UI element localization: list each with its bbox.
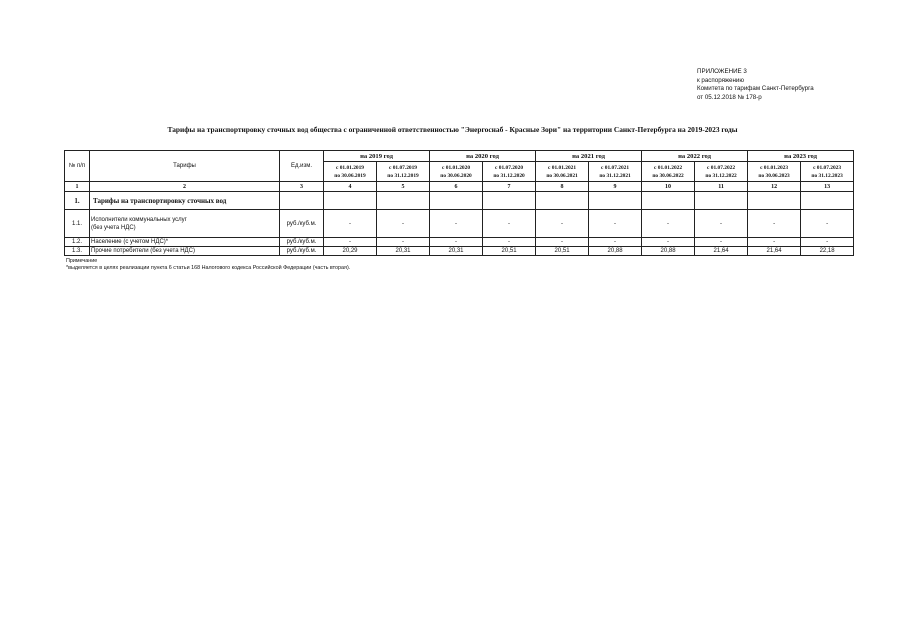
period-cell: с 01.07.2023 по 31.12.2023 — [801, 162, 854, 182]
appendix-line-2: к распоряжению — [697, 76, 745, 84]
note-heading: Примечание — [66, 258, 98, 264]
period-cell: с 01.01.2021 по 30.06.2021 — [536, 162, 589, 182]
table-row — [65, 247, 854, 256]
tariffs-table — [64, 150, 854, 256]
row-value: - — [801, 238, 854, 247]
column-number: 13 — [801, 182, 854, 192]
row-value: - — [801, 210, 854, 238]
column-number: 5 — [377, 182, 430, 192]
section-row — [65, 192, 854, 210]
row-unit: руб./куб.м. — [280, 247, 324, 256]
row-value: - — [589, 210, 642, 238]
row-value: - — [642, 210, 695, 238]
row-value: 20,51 — [483, 247, 536, 256]
table-row — [65, 210, 854, 238]
row-value: - — [377, 238, 430, 247]
row-value: - — [483, 238, 536, 247]
row-num: 1.2. — [65, 238, 90, 247]
period-cell: с 01.07.2019 по 31.12.2019 — [377, 162, 430, 182]
footnote — [66, 258, 350, 272]
row-value: - — [536, 210, 589, 238]
row-value: - — [377, 210, 430, 238]
appendix-line-4: от 05.12.2018 № 178-р — [697, 93, 762, 101]
row-num: 1.1. — [65, 210, 90, 238]
column-number-row — [65, 182, 854, 192]
row-value: - — [695, 210, 748, 238]
row-value: - — [589, 238, 642, 247]
column-number: 2 — [90, 182, 280, 192]
header-unit: Ед.изм. — [280, 151, 324, 182]
period-cell: с 01.07.2022 по 31.12.2022 — [695, 162, 748, 182]
row-num: 1.3. — [65, 247, 90, 256]
row-value: 20,29 — [324, 247, 377, 256]
year-2019: на 2019 год — [324, 151, 430, 162]
row-value: - — [642, 238, 695, 247]
row-value: 20,31 — [430, 247, 483, 256]
header-tariffs: Тарифы — [90, 151, 280, 182]
column-number: 7 — [483, 182, 536, 192]
row-value: - — [483, 210, 536, 238]
note-text: *выделяется в целях реализации пункта 6 статьи 168 Налогового кодекса Российской Федерации (часть вторая). — [66, 265, 351, 271]
header-num: № п/п — [65, 151, 90, 182]
row-value: - — [324, 210, 377, 238]
row-value: - — [695, 238, 748, 247]
row-value: - — [536, 238, 589, 247]
row-unit: руб./куб.м. — [280, 238, 324, 247]
section-label: Тарифы на транспортировку сточных вод — [90, 192, 280, 210]
column-number: 1 — [65, 182, 90, 192]
year-2021: на 2021 год — [536, 151, 642, 162]
table-row — [65, 238, 854, 247]
column-number: 6 — [430, 182, 483, 192]
period-cell: с 01.07.2021 по 31.12.2021 — [589, 162, 642, 182]
period-cell: с 01.01.2020 по 30.06.2020 — [430, 162, 483, 182]
column-number: 4 — [324, 182, 377, 192]
row-unit: руб./куб.м. — [280, 210, 324, 238]
year-2022: на 2022 год — [642, 151, 748, 162]
period-cell: с 01.01.2019 по 30.06.2019 — [324, 162, 377, 182]
column-number: 8 — [536, 182, 589, 192]
year-2023: на 2023 год — [748, 151, 854, 162]
row-name: Исполнители коммунальных услуг (без учета НДС) — [90, 210, 280, 238]
document-title: Тарифы на транспортировку сточных вод общества с ограниченной ответственностью "Энергоснаб - Красные Зори" на территории Санкт-Петербурга на 2019-2023 годы — [167, 125, 738, 134]
row-value: 21,64 — [748, 247, 801, 256]
row-value: 20,31 — [377, 247, 430, 256]
row-value: 20,51 — [536, 247, 589, 256]
row-name: Прочие потребители (без учета НДС) — [90, 247, 280, 256]
column-number: 9 — [589, 182, 642, 192]
year-2020: на 2020 год — [430, 151, 536, 162]
appendix-line-1: ПРИЛОЖЕНИЕ 3 — [697, 68, 747, 75]
row-name: Население (с учетом НДС)* — [90, 238, 280, 247]
row-value: - — [324, 238, 377, 247]
appendix-block — [697, 68, 814, 102]
section-num: 1. — [65, 192, 90, 210]
row-value: - — [748, 238, 801, 247]
column-number: 10 — [642, 182, 695, 192]
column-number: 12 — [748, 182, 801, 192]
row-value: 20,88 — [642, 247, 695, 256]
row-value: 21,64 — [695, 247, 748, 256]
period-cell: с 01.01.2022 по 30.06.2022 — [642, 162, 695, 182]
row-value: - — [748, 210, 801, 238]
row-value: 20,88 — [589, 247, 642, 256]
row-value: - — [430, 238, 483, 247]
appendix-line-3: Комитета по тарифам Санкт-Петербурга — [697, 85, 814, 93]
year-header-row — [65, 151, 854, 162]
period-cell: с 01.01.2023 по 30.06.2023 — [748, 162, 801, 182]
period-cell: с 01.07.2020 по 31.12.2020 — [483, 162, 536, 182]
column-number: 11 — [695, 182, 748, 192]
row-value: - — [430, 210, 483, 238]
column-number: 3 — [280, 182, 324, 192]
row-value: 22,18 — [801, 247, 854, 256]
